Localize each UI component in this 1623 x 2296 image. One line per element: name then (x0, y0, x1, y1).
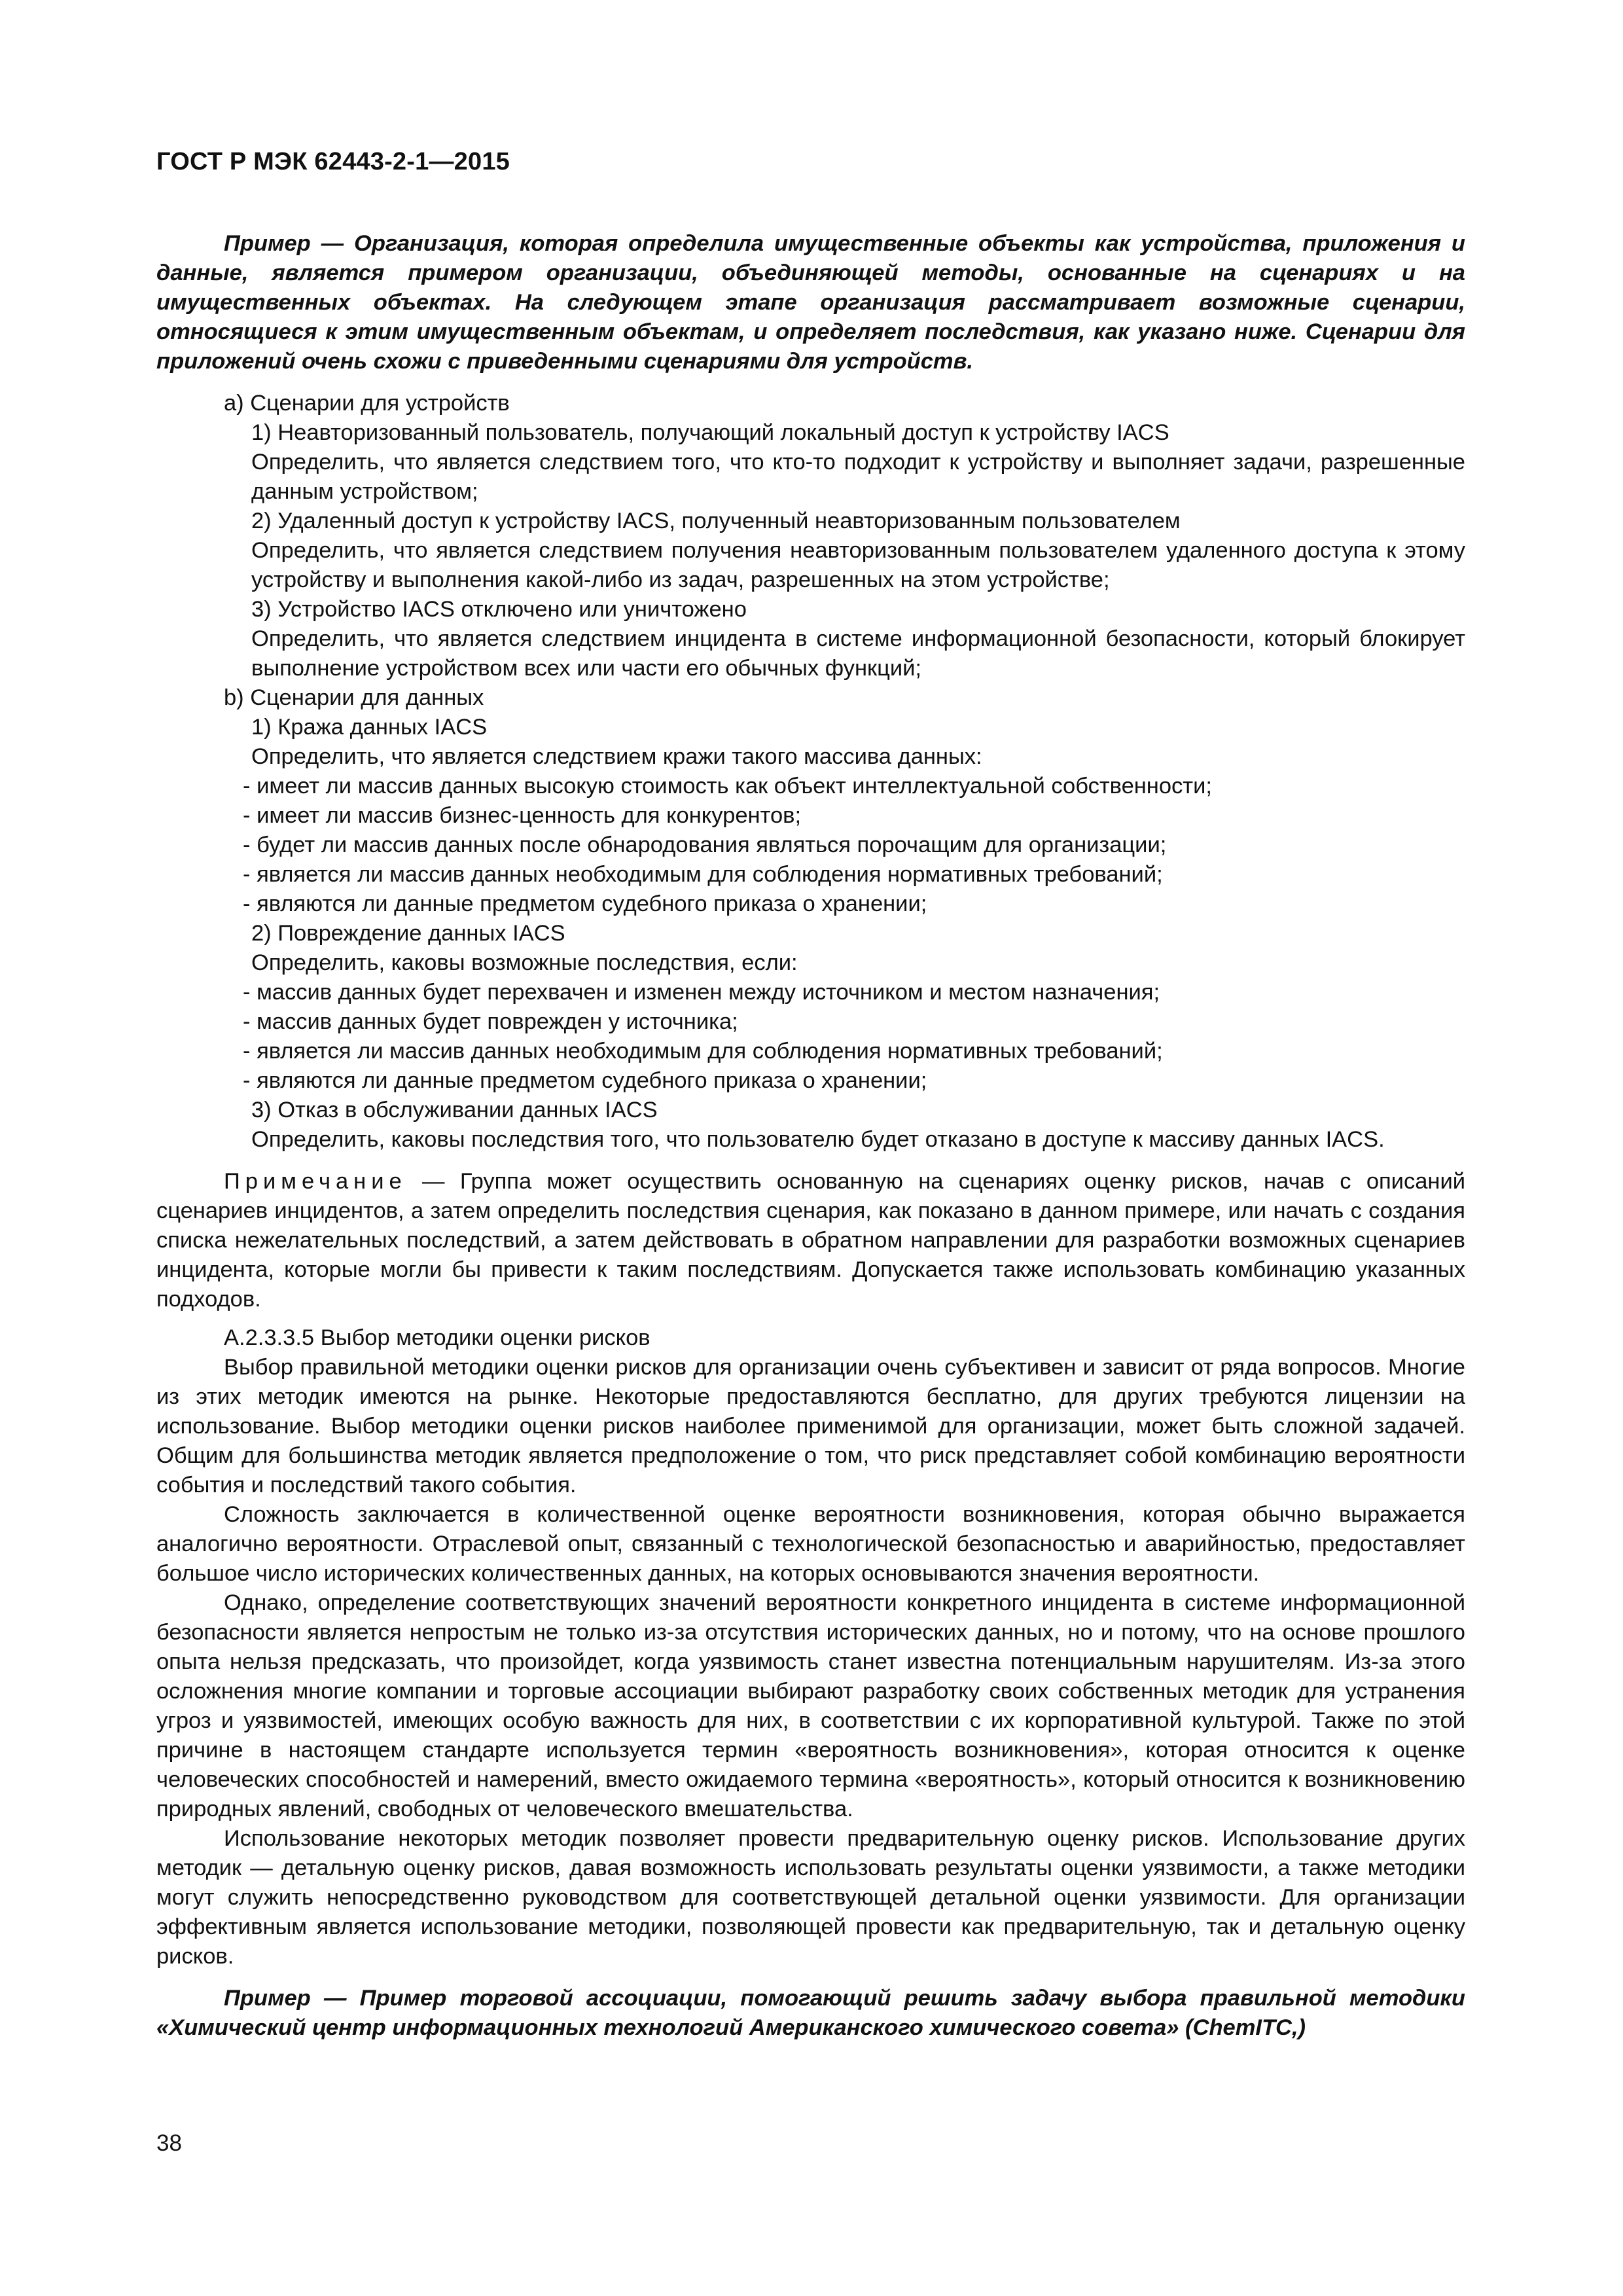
list-heading-data: b) Сценарии для данных (224, 685, 484, 710)
list-item-title: 2) Удаленный доступ к устройству IACS, полученный неавторизованным пользователем (251, 509, 1181, 533)
example-paragraph: Пример — Пример торговой ассоциации, помогающий решить задачу выбора правильной методики «Химический центр информационных технологий Американского химического совета» (ChemITC,) (156, 1986, 1465, 2040)
list-item-text: Определить, каковы последствия того, что пользователю будет отказано в доступе к массиву данных IACS. (251, 1127, 1385, 1152)
bullet-item: - массив данных будет поврежден у источника; (243, 1009, 738, 1034)
list-item-text: Определить, каковы возможные последствия, если: (251, 950, 798, 975)
example-paragraph: Пример — Организация, которая определила имущественные объекты как устройства, приложения и данные, является примером организации, объединяющей методы, основанные на сценариях и на имущественных объектах. На следующем этапе организация рассматривает возможные сценарии, относящиеся к этим имущественным объектам, и определяет последствия, как указано ниже. Сценарии для приложений очень схожи с приведенными сценариями для устройств. (156, 231, 1465, 374)
page-number: 38 (156, 2130, 182, 2156)
list-heading-devices: а) Сценарии для устройств (224, 391, 510, 416)
bullet-item: - имеет ли массив бизнес-ценность для конкурентов; (243, 803, 802, 828)
list-item-title: 3) Отказ в обслуживании данных IACS (251, 1098, 658, 1122)
bullet-item: - является ли массив данных необходимым для соблюдения нормативных требований; (243, 862, 1163, 887)
list-item-text: Определить, что является следствием получения неавторизованным пользователем удаленного доступа к этому устройству и выполнения какой-либо из задач, разрешенных на этом устройстве; (251, 538, 1465, 592)
list-item-title: 2) Повреждение данных IACS (251, 921, 565, 946)
body-paragraph: Выбор правильной методики оценки рисков для организации очень субъективен и зависит от ряда вопросов. Многие из этих методик имеются на рынке. Некоторые предоставляются бесплатно, для других требуются лицензии на использование. Выбор методики оценки рисков наиболее применимой для организации, может быть сложной задачей. Общим для большинства методик является предположение о том, что риск представляет собой комбинацию вероятности события и последствий такого события. (156, 1355, 1465, 1498)
list-item-title: 3) Устройство IACS отключено или уничтожено (251, 597, 747, 622)
page-content (156, 229, 1465, 2043)
body-paragraph: Использование некоторых методик позволяет провести предварительную оценку рисков. Использование других методик — детальную оценку рисков, давая возможность использовать результаты оценки уязвимости, а также методики могут служить непосредственно руководством для соответствующей детальной оценки уязвимости. Для организации эффективным является использование методики, позволяющей провести как предварительную, так и детальную оценку рисков. (156, 1826, 1465, 1969)
body-paragraph: Сложность заключается в количественной оценке вероятности возникновения, которая обычно выражается аналогично вероятности. Отраслевой опыт, связанный с технологической безопасностью и аварийностью, предоставляет большое число исторических количественных данных, на которых основываются значения вероятности. (156, 1502, 1465, 1586)
list-item-title: 1) Кража данных IACS (251, 715, 488, 740)
document-header: ГОСТ Р МЭК 62443-2-1—2015 (156, 148, 510, 175)
bullet-item: - имеет ли массив данных высокую стоимость как объект интеллектуальной собственности; (243, 774, 1212, 798)
scenario-list (156, 389, 1465, 1155)
note-text: — Группа может осуществить основанную на сценариях оценку рисков, начав с описаний сценариев инцидентов, а затем определить последствия сценария, как показано в данном примере, или начать с создания списка нежелательных последствий, а затем действовать в обратном направлении для разработки возможных сценариев инцидента, которые могли бы привести к таким последствиям. Допускается также использовать комбинацию указанных подходов. (156, 1169, 1465, 1312)
note-label: Примечание (224, 1169, 407, 1194)
bullet-item: - являются ли данные предметом судебного приказа о хранении; (243, 1068, 927, 1093)
list-item-text: Определить, что является следствием инцидента в системе информационной безопасности, который блокирует выполнение устройством всех или части его обычных функций; (251, 626, 1465, 681)
body-paragraph: Однако, определение соответствующих значений вероятности конкретного инцидента в системе информационной безопасности является непростым не только из-за отсутствия исторических данных, но и потому, что на основе прошлого опыта нельзя предсказать, что произойдет, когда уязвимость станет известна потенциальным нарушителям. Из-за этого осложнения многие компании и торговые ассоциации выбирают разработку своих собственных методик для устранения угроз и уязвимостей, имеющих особую важность для них, в соответствии с их корпоративной культурой. Также по этой причине в настоящем стандарте используется термин «вероятность возникновения», которая относится к оценке человеческих способностей и намерений, вместо ожидаемого термина «вероятность», который относится к возникновению природных явлений, свободных от человеческого вмешательства. (156, 1590, 1465, 1821)
bullet-item: - являются ли данные предметом судебного приказа о хранении; (243, 891, 927, 916)
bullet-item: - является ли массив данных необходимым для соблюдения нормативных требований; (243, 1039, 1163, 1064)
bullet-item: - будет ли массив данных после обнародования являться порочащим для организации; (243, 833, 1167, 857)
bullet-item: - массив данных будет перехвачен и изменен между источником и местом назначения; (243, 980, 1160, 1005)
list-item-text: Определить, что является следствием кражи такого массива данных: (251, 744, 982, 769)
note-paragraph (156, 1167, 1465, 1314)
list-item-text: Определить, что является следствием того, что кто-то подходит к устройству и выполняет задачи, разрешенные данным устройством; (251, 450, 1465, 504)
section-heading: А.2.3.3.5 Выбор методики оценки рисков (224, 1325, 651, 1350)
list-item-title: 1) Неавторизованный пользователь, получающий локальный доступ к устройству IACS (251, 420, 1169, 445)
